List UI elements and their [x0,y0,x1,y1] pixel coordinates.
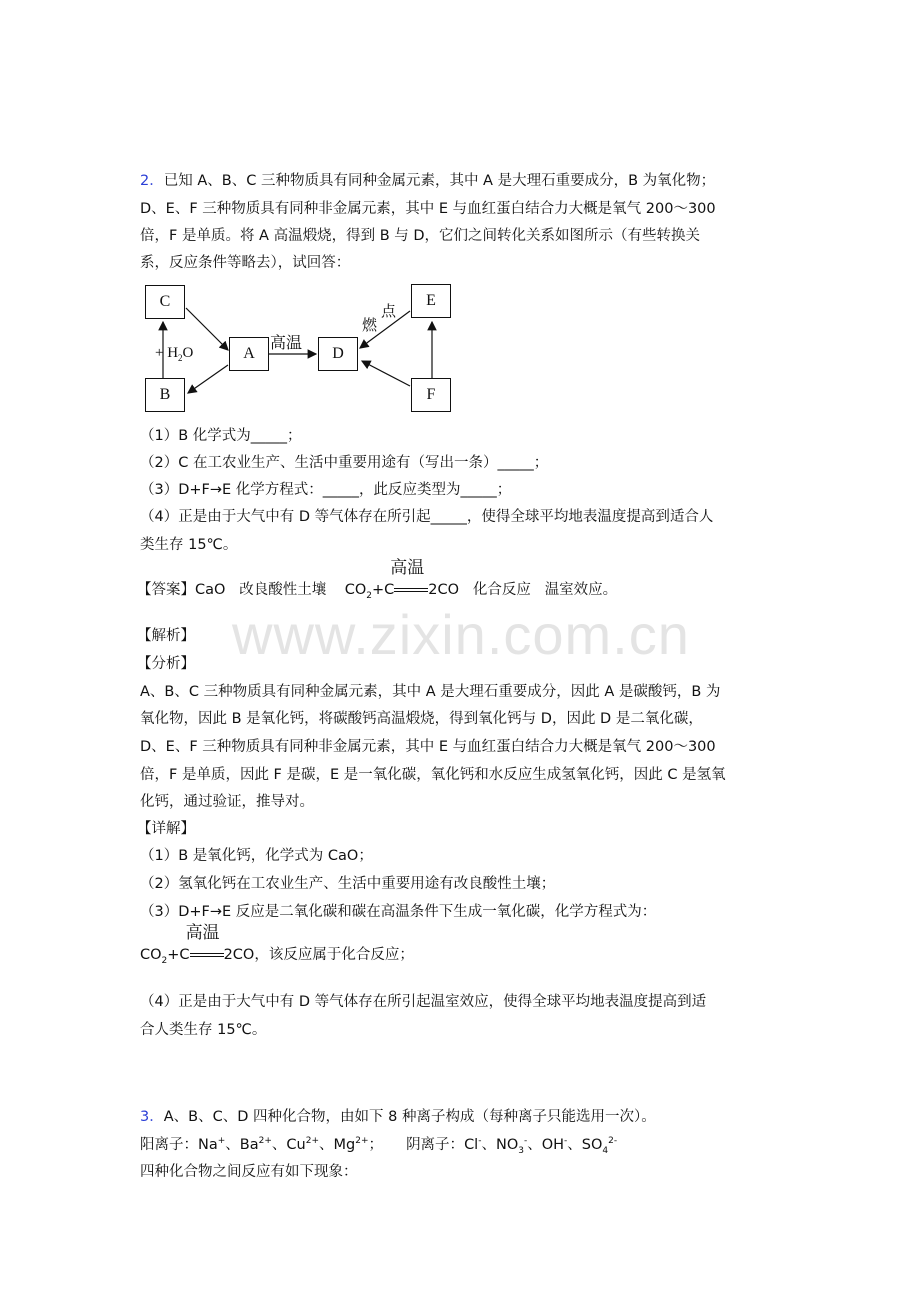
ignite-label-2: 燃 [362,316,378,334]
box-c: C [145,285,185,319]
detail-3-equation: $CO_2+C$ 高温 2CO，该反应属于化合反应； [140,923,414,966]
diagram-arrows [0,0,920,430]
q2-line3: 倍，F 是单质。将 A 高温煅烧，得到 B 与 D，它们之间转化关系如图所示（有些转换关 [140,228,701,244]
detail-1: （1）B 是氧化钙，化学式为 CaO； [140,848,373,864]
q2-line4: 系，反应条件等略去），试回答： [140,255,351,271]
answer-5: 温室效应。 [544,582,618,598]
q2-sub2: （2）C 在工农业生产、生活中重要用途有（写出一条）_____； [140,455,549,471]
q2-line2: D、E、F 三种物质具有同种非金属元素，其中 E 与血红蛋白结合力大概是氧气 200～300 [140,201,716,217]
box-e: E [411,284,451,318]
ignite-label-1: 点 [381,302,397,320]
answer-1: CaO [195,582,226,598]
q3-text: A、B、C、D 四种化合物，由如下 8 种离子构成（每种离子只能选用一次）。 [163,1109,656,1125]
analysis-p3: D、E、F 三种物质具有同种非金属元素，其中 E 与血红蛋白结合力大概是氧气 200～300 [140,739,716,755]
answer-label: 【答案】 [137,582,195,598]
box-d: D [318,337,358,371]
box-f: F [411,378,451,412]
analysis-p4: 倍，F 是单质，因此 F 是碳，E 是一氧化碳，氧化钙和水反应生成氢氧化钙，因此 C 是氢氧 [140,767,726,783]
analysis-p2: 氧化物，因此 B 是氧化钙，将碳酸钙高温煅烧，得到氧化钙与 D，因此 D 是二氧化碳， [140,711,703,727]
q3-ions: 阳离子：Na+、$Ba^{2+}$、$Cu^{2+}$、$Mg^{2+}$； 阴离子：Cl-、$NO_3^-$、OH-、$SO_4^{2-}$ [140,1136,618,1156]
watermark: www.zixin.com.cn [232,603,690,666]
detail-heading: 【详解】 [137,821,195,837]
answer-4: 化合反应 [472,582,531,598]
analysis-p1: A、B、C 三种物质具有同种金属元素，其中 A 是大理石重要成分，因此 A 是碳酸钙，B 为 [140,684,721,700]
box-a: A [229,337,269,371]
detail-3: （3）D+F→E 反应是二氧化碳和碳在高温条件下生成一氧化碳，化学方程式为： [140,904,657,920]
q2-sub4a: （4）正是由于大气中有 D 等气体存在所引起_____，使得全球平均地表温度提高到适合人 [140,509,714,525]
question-number: 3． [140,1109,164,1125]
answer-2: 改良酸性土壤 [239,582,327,598]
q2-text: 已知 A、B、C 三种物质具有同种金属元素，其中 A 是大理石重要成分，B 为氧化物； [163,173,716,189]
box-b: B [145,378,185,412]
high-temp-label: 高温 [270,333,303,352]
q2-sub4b: 类生存 15℃。 [140,537,238,553]
analysis-heading: 【解析】 [137,628,195,644]
q3-line1 [140,1107,656,1127]
q3-line3: 四种化合物之间反应有如下现象： [140,1164,358,1180]
detail-2: （2）氢氧化钙在工农业生产、生活中重要用途有改良酸性土壤； [140,876,556,892]
detail-4b: 合人类生存 15℃。 [140,1022,267,1038]
fenxi-heading: 【分析】 [137,656,195,672]
q2-sub1: （1）B 化学式为_____； [140,428,302,444]
answer-line [137,558,618,601]
analysis-p5: 化钙，通过验证，推导对。 [140,794,314,810]
answer-equation: $CO_2+C$ 高温 2CO [344,558,460,601]
water-label: + $H_2O$ [155,345,194,363]
question-number: 2． [140,173,164,189]
q2-sub3: （3）D+F→E 化学方程式：_____，此反应类型为_____； [140,482,512,498]
detail-4a: （4）正是由于大气中有 D 等气体存在所引起温室效应，使得全球平均地表温度提高到适 [140,994,707,1010]
